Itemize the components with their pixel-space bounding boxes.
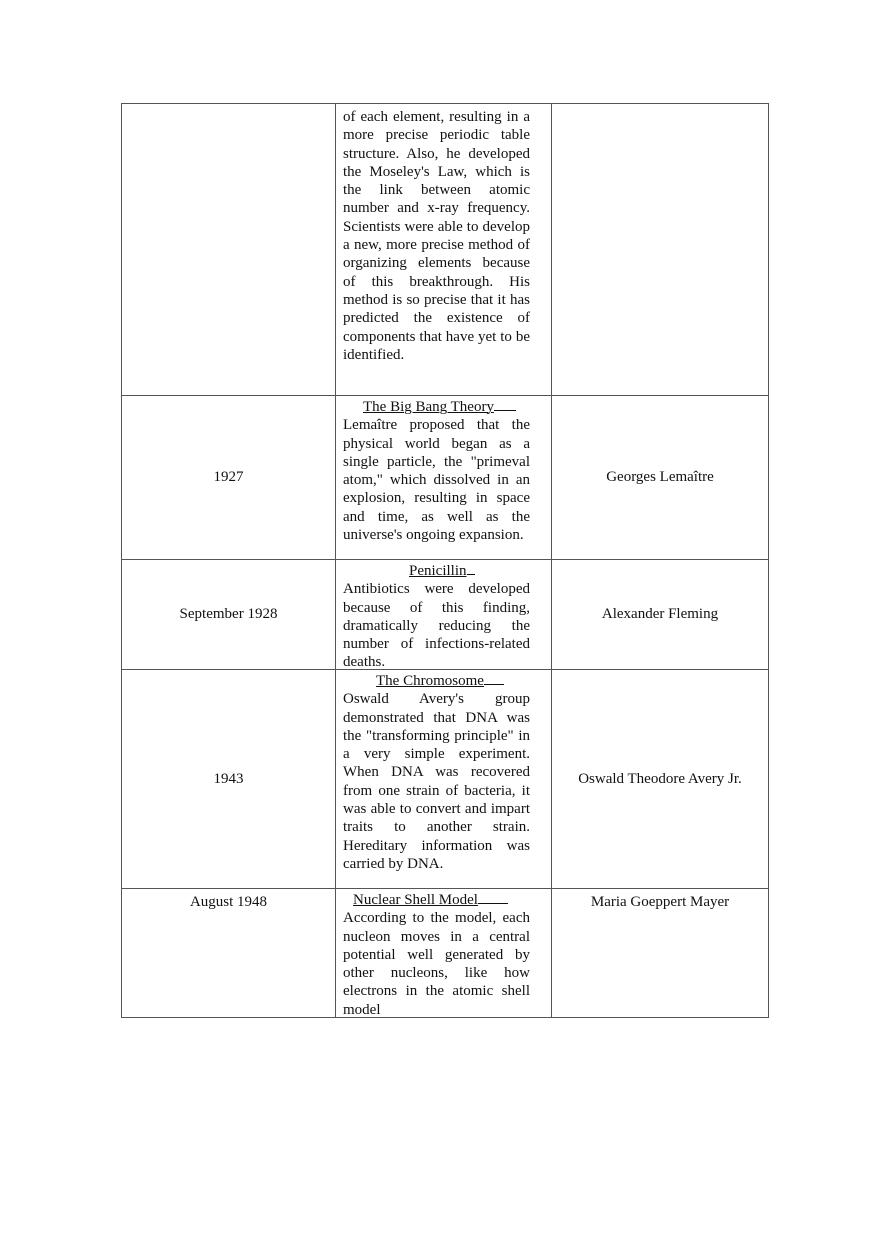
year-cell [122, 560, 336, 669]
year-text: September 1928 [179, 606, 278, 623]
year-cell [122, 670, 336, 888]
table-row [121, 103, 769, 396]
scientist-cell [552, 889, 768, 1017]
scientist-cell [552, 670, 768, 888]
description-cell [336, 104, 552, 395]
table-row [121, 560, 769, 670]
scientist-name: Oswald Theodore Avery Jr. [578, 770, 742, 787]
scientist-cell [552, 104, 768, 395]
discovery-heading: Nuclear Shell Model [343, 891, 530, 909]
description-cell [336, 889, 552, 1017]
description-text: According to the model, each nucleon moves in a central potential well generated by other nucleons, like how electrons in the atomic shell model [343, 910, 530, 1018]
year-text: August 1948 [189, 894, 268, 910]
scientist-name: Alexander Fleming [601, 606, 719, 623]
year-cell [122, 104, 336, 395]
discovery-heading: The Chromosome [343, 672, 530, 690]
scientist-name: Georges Lemaître [606, 469, 714, 486]
year-cell [122, 889, 336, 1017]
description-text: Antibiotics were developed because of this finding, dramatically reducing the number of infections-related deaths. [343, 581, 530, 671]
scientist-cell [552, 560, 768, 669]
description-cell [336, 670, 552, 888]
description-text: Oswald Avery's group demonstrated that DNA was the "transforming principle" in a very simple experiment. When DNA was recovered from one strain of bacteria, it was able to convert and impart traits to another strain. Hereditary information was carried by DNA. [343, 691, 530, 872]
discovery-heading: The Big Bang Theory [343, 398, 530, 416]
table-row [121, 670, 769, 889]
table-row [121, 396, 769, 560]
table-row [121, 889, 769, 1018]
description-cell [336, 396, 552, 559]
year-cell [122, 396, 336, 559]
scientist-name: Maria Goeppert Mayer [590, 894, 730, 910]
description-text: of each element, resulting in a more precise periodic table structure. Also, he developed the Moseley's Law, which is the link between atomic number and x-ray frequency. Scientists were able to develop a new, more precise method of organizing elements because of this breakthrough. His method is so precise that it has predicted the existence of components that have yet to be identified. [343, 109, 530, 363]
discoveries-table [121, 103, 769, 1018]
description-text: Lemaître proposed that the physical world began as a single particle, the "primeval atom," which dissolved in an explosion, resulting in space and time, as well as the universe's ongoing expansion. [343, 417, 530, 544]
scientist-cell [552, 396, 768, 559]
year-text: 1943 [213, 770, 244, 787]
discovery-heading: Penicillin [343, 562, 530, 580]
description-cell [336, 560, 552, 669]
year-text: 1927 [213, 469, 244, 486]
